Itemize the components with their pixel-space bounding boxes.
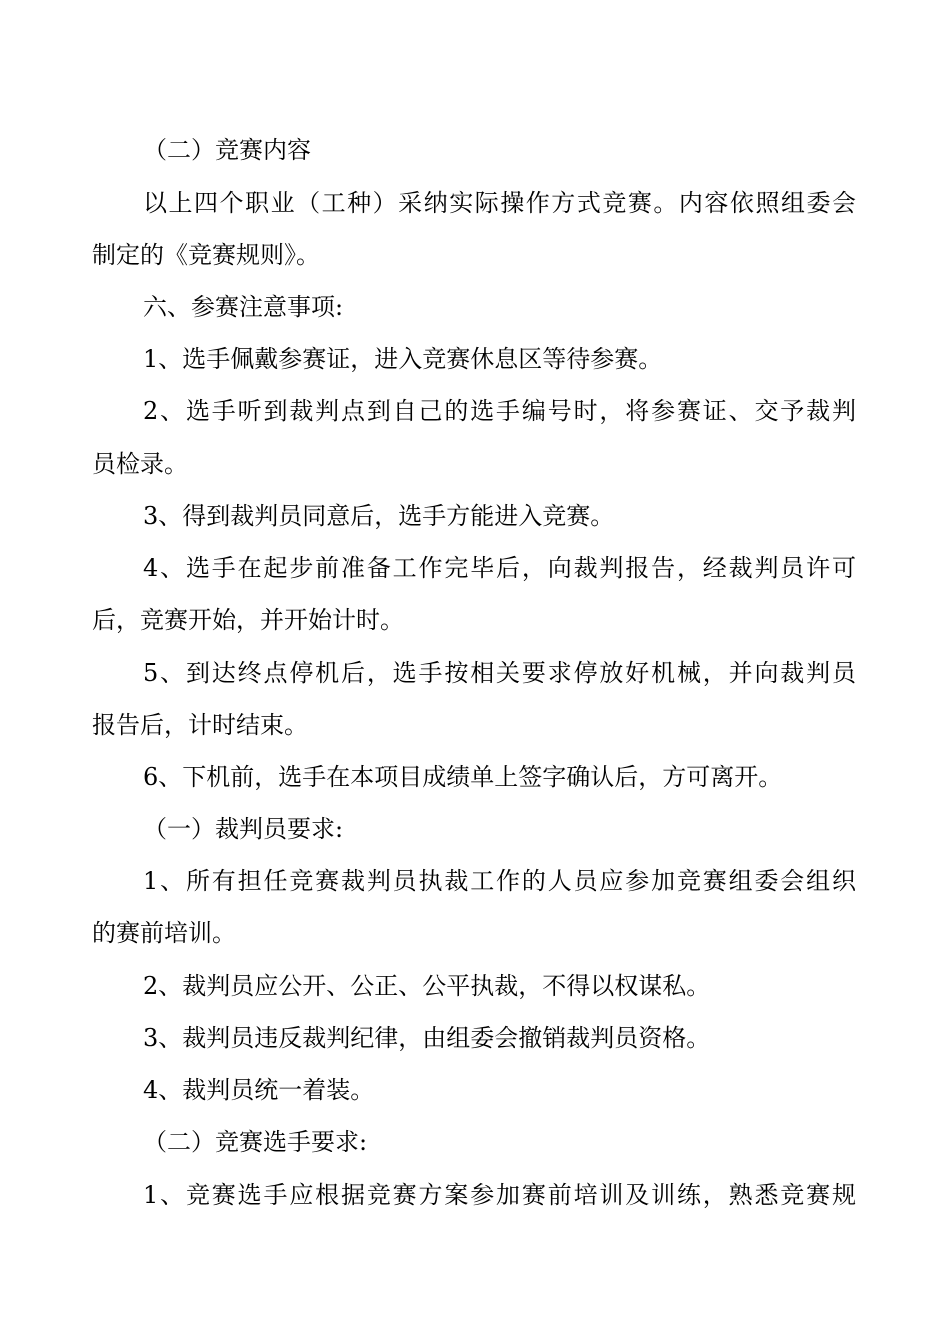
list-item: 1、选手佩戴参赛证，进入竞赛休息区等待参赛。	[143, 345, 663, 373]
list-item: 6、下机前，选手在本项目成绩单上签字确认后，方可离开。	[143, 763, 783, 791]
list-item: 2、选手听到裁判点到自己的选手编号时，将参赛证、交予裁判	[143, 397, 856, 425]
list-item: 5、到达终点停机后，选手按相关要求停放好机械，并向裁判员	[143, 659, 856, 687]
list-item-continuation: 的赛前培训。	[92, 919, 236, 947]
list-item: 1、所有担任竞赛裁判员执裁工作的人员应参加竞赛组委会组织	[143, 867, 856, 895]
paragraph-line: 制定的《竞赛规则》。	[92, 241, 320, 269]
list-item: 2、裁判员应公开、公正、公平执裁，不得以权谋私。	[143, 972, 711, 1000]
section-heading-competition-content: （二）竞赛内容	[143, 136, 311, 164]
list-item-continuation: 后，竞赛开始，并开始计时。	[92, 606, 404, 634]
list-item-continuation: 报告后，计时结束。	[92, 711, 308, 739]
list-item: 3、裁判员违反裁判纪律，由组委会撤销裁判员资格。	[143, 1024, 711, 1052]
section-heading-referee-requirements: （一）裁判员要求:	[143, 815, 344, 843]
list-item-continuation: 员检录。	[92, 450, 188, 478]
list-item: 3、得到裁判员同意后，选手方能进入竞赛。	[143, 502, 615, 530]
paragraph-line: 以上四个职业（工种）采纳实际操作方式竞赛。内容依照组委会	[143, 189, 856, 217]
section-heading-contestant-requirements: （二）竞赛选手要求:	[143, 1128, 368, 1156]
list-item: 4、裁判员统一着装。	[143, 1076, 375, 1104]
list-item: 4、选手在起步前准备工作完毕后，向裁判报告，经裁判员许可	[143, 554, 856, 582]
section-heading-notes: 六、参赛注意事项:	[143, 293, 344, 321]
list-item: 1、竞赛选手应根据竞赛方案参加赛前培训及训练，熟悉竞赛规	[143, 1181, 856, 1209]
